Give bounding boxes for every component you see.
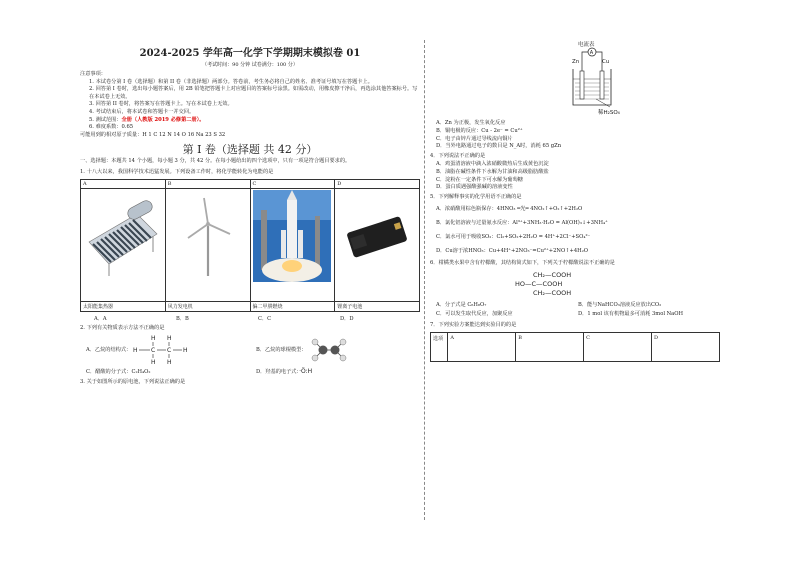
q1-header-d: D <box>335 179 420 188</box>
svg-text:H: H <box>183 346 188 354</box>
citric-acid-structure <box>515 271 720 298</box>
q1-caption-c: 偏二甲肼燃烧 <box>250 301 335 311</box>
q2-option-c: C．醋酸的分子式：C₂H₄O₂ <box>86 368 151 375</box>
q2-row-2 <box>80 367 420 377</box>
zn-electrode-label: Zn <box>572 59 580 65</box>
question-1-table <box>80 179 420 312</box>
right-column <box>430 40 720 362</box>
lithium-battery-image <box>335 188 420 301</box>
q2-row-1 <box>80 333 420 367</box>
q7-row-label: 选项 <box>431 332 448 361</box>
q2-option-a <box>80 334 250 366</box>
question-6-stem: 6．柑橘类水果中含有柠檬酸，其结构简式如下，下列关于柠檬酸说法不正确的是 <box>430 259 615 266</box>
ammeter-label: 电流表 <box>578 42 595 48</box>
citric-acid-line-2: HO—C—COOH <box>515 279 563 288</box>
q7-header-d: D <box>652 332 720 361</box>
svg-text:C: C <box>151 346 156 354</box>
q1-answer-a: A．A <box>94 315 107 322</box>
rocket-launch-image <box>250 188 335 301</box>
svg-text:C: C <box>167 346 172 354</box>
svg-text:H: H <box>151 334 156 342</box>
q6-row-1 <box>430 301 720 310</box>
q6-option-c: C．可以发生取代反应，加聚反应 <box>436 310 513 317</box>
question-1-answers <box>80 315 420 322</box>
column-divider <box>424 40 425 520</box>
q5-option-d: D．Cu溶于浓HNO₃：Cu+4H⁺+2NO₃⁻=Cu²⁺+2NO↑+4H₂O <box>436 247 589 254</box>
svg-text:H: H <box>167 334 172 342</box>
q2-opt-b-label: B．乙烷的球棍模型： <box>256 346 307 353</box>
rocket-launch-icon <box>253 190 331 282</box>
notes-heading: 注意事项： <box>80 71 106 77</box>
range-prefix: 5. 测试范围： <box>89 116 122 123</box>
hydroxyl-electron-formula: ·Ö:H <box>299 367 313 375</box>
section-heading: 第 I 卷（选择题 共 42 分） <box>182 143 318 157</box>
question-1-stem: 1. 十八大以来，我国科学技术迅猛发展。下列设备工作时，将化学能转化为电能的是 <box>80 168 274 175</box>
electrolyte-label: 稀H₂SO₄ <box>598 110 620 116</box>
note-item: 4. 考试结束后，将本试卷和答题卡一并交回。 <box>89 108 195 115</box>
question-7-table <box>430 332 720 362</box>
q3-option-a: A．Zn 为正极，发生氧化反应 <box>436 120 506 126</box>
wind-turbine-image <box>165 188 250 301</box>
ethane-structural-formula-icon <box>131 334 191 366</box>
q7-header-a: A <box>448 332 516 361</box>
cu-electrode-label: Cu <box>602 59 610 65</box>
citric-acid-line-1: CH₂—COOH <box>533 270 572 279</box>
q2-opt-a-label: A．乙烷的结构式： <box>86 346 132 353</box>
galvanic-cell-diagram <box>430 40 720 120</box>
q7-header-b: B <box>516 332 584 361</box>
galvanic-cell-icon <box>570 47 614 109</box>
q2-option-b <box>250 337 420 363</box>
svg-text:A: A <box>589 50 594 56</box>
question-2-stem: 2. 下列有关物质表示方法不正确的是 <box>80 324 165 331</box>
q1-header-b: B <box>165 179 250 188</box>
q1-caption-a: 太阳能集热器 <box>81 301 166 311</box>
wind-turbine-icon <box>168 190 246 282</box>
note-item: 2. 回答第 I 卷时，选出每小题答案后，用 2B 铅笔把答题卡上对应题目的答案标号涂黑。如需改动，用橡皮擦干净后，再选涂其他答案标号。写在本试卷上无效。 <box>89 86 418 100</box>
question-7-stem: 7．下列实验方案能达到实验目的的是 <box>430 321 517 328</box>
left-column <box>80 40 420 386</box>
svg-text:H: H <box>167 358 172 366</box>
question-4-stem: 4．下列说法不正确的是 <box>430 153 486 160</box>
range-value: 全册（人教版 2019 必修第二册）。 <box>121 116 205 123</box>
q4-option-d: D．蛋白质遇强酸强碱的溶液变性 <box>436 184 513 191</box>
q1-answer-b: B．B <box>176 315 189 322</box>
lithium-battery-icon <box>337 190 415 282</box>
q2-opt-d-label: D．羟基的电子式： <box>256 368 300 375</box>
q3-option-b: B．铜电极的反应：Cu - 2e⁻ = Cu²⁺ <box>436 127 523 134</box>
q1-caption-d: 锂离子电池 <box>335 301 420 311</box>
question-3-stem: 3. 关于如图所示的原电池，下列说法正确的是 <box>80 378 186 385</box>
q6-option-a: A．分子式是 C₆H₈O₇ <box>436 301 487 308</box>
q4-option-b: B．油脂在碱性条件下水解为甘油和高级脂肪酸盐 <box>436 168 549 175</box>
q6-option-b: B．能与NaHCO₃溶液反应放出CO₂ <box>578 301 662 308</box>
note-item: 3. 回答第 II 卷时，将答案写在答题卡上。写在本试卷上无效。 <box>89 101 233 108</box>
q1-header-a: A <box>81 179 166 188</box>
q1-header-c: C <box>250 179 335 188</box>
question-5-stem: 5．下列解释事实的化学用语不正确的是 <box>430 194 522 201</box>
note-item: 1. 本试卷分第 I 卷（选择题）和第 II 卷（非选择题）两部分。答卷前，考生务必将自己的姓名、准考证号填写在答题卡上。 <box>89 78 373 85</box>
atomic-mass-line: 可能用到的相对原子质量：H 1 C 12 N 14 O 16 Na 23 S 32 <box>80 131 226 138</box>
section-instruction: 一、选择题：本题共 14 个小题，每小题 3 分，共 42 分。在每小题给出的四个选项中，只有一项是符合题目要求的。 <box>80 158 351 165</box>
q4-option-a: A．鸡蛋清溶液中滴入浓硝酸微热后生成黄色沉淀 <box>436 160 549 167</box>
q1-caption-b: 风力发电机 <box>165 301 250 311</box>
ethane-ball-stick-model-icon <box>307 337 351 363</box>
svg-text:H: H <box>151 358 156 366</box>
q6-row-2 <box>430 310 720 319</box>
q6-option-d: D．1 mol 该有机物最多可消耗 3mol NaOH <box>578 310 684 317</box>
q5-option-c: C．氯水可用于吸收SO₂：Cl₂+SO₂+2H₂O = 4H⁺+2Cl⁻+SO₄²⁻ <box>436 233 591 240</box>
q2-option-d <box>250 367 420 377</box>
exam-title: 2024-2025 学年高一化学下学期期末模拟卷 01 <box>139 48 361 59</box>
q3-option-d: D．当外电路通过电子的数目是 N_A时，消耗 65 gZn <box>436 143 562 150</box>
citric-acid-line-3: CH₂—COOH <box>533 288 572 297</box>
svg-text:H: H <box>133 346 138 354</box>
q7-header-c: C <box>584 332 652 361</box>
q5-option-a: A．浓硝酸用棕色瓶保存：4HNO₃ ═光═ 4NO₂↑+O₂↑+2H₂O <box>436 205 583 212</box>
q1-answer-d: D．D <box>340 315 354 322</box>
exam-subtitle: （考试时间：90 分钟 试卷满分：100 分） <box>202 62 298 68</box>
solar-collector-icon <box>83 190 161 282</box>
solar-collector-image <box>81 188 166 301</box>
q1-answer-c: C．C <box>258 315 272 322</box>
note-item: 6. 难度系数：0.65 <box>89 124 134 131</box>
q4-option-c: C．淀粉在一定条件下可水解为葡萄糖 <box>436 176 523 183</box>
q3-option-c: C．电子由锌片通过导线流向铜片 <box>436 135 513 142</box>
q5-option-b: B．氯化铝溶液与过量氨水反应：Al³⁺+3NH₃·H₂O = Al(OH)₃↓+3NH₄⁺ <box>436 219 608 226</box>
